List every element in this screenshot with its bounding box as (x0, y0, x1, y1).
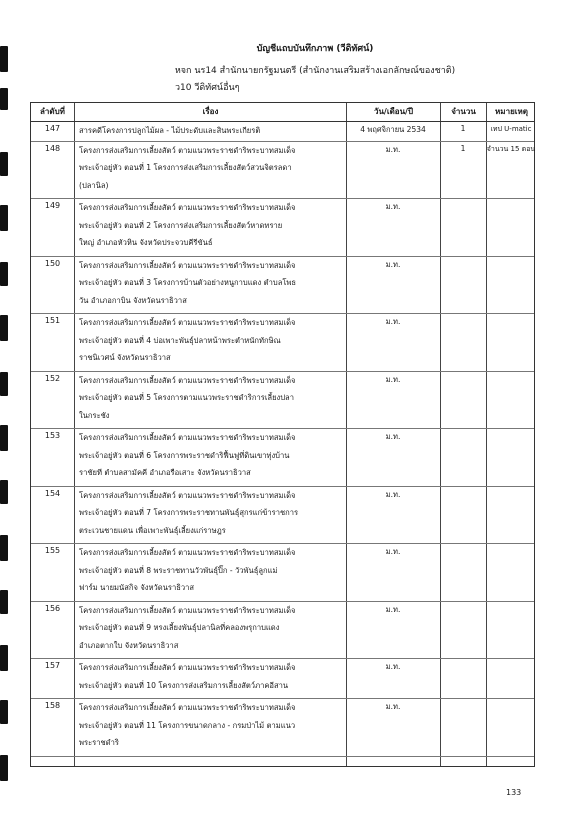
subject-line: ราชนิเวศน์ จังหวัดนราธิวาส (79, 353, 171, 362)
binder-mark (0, 590, 8, 614)
row-quantity: 1 (460, 143, 466, 153)
subject-line: พระเจ้าอยู่หัว ตอนที่ 5 โครงการตามแนวพระราชดำริการเลี้ยงปลา (79, 393, 294, 402)
binder-mark (0, 372, 8, 396)
subject-line: พระเจ้าอยู่หัว ตอนที่ 11 โครงการขนาดกลาง - กรมป่าไม้ ตามแนว (79, 720, 296, 730)
subject-line: โครงการส่งเสริมการเลี้ยงสัตว์ ตามแนวพระราชดำริพระบาทสมเด็จ (79, 605, 296, 615)
row-quantity: 1 (460, 124, 466, 133)
subject-line: พระเจ้าอยู่หัว ตอนที่ 9 หรงเลี้ยงพันธุ์ปลานิลที่คลองพรุกาบแดง (79, 623, 280, 632)
subject-line: โครงการส่งเสริมการเลี้ยงสัตว์ ตามแนวพระราชดำริพระบาทสมเด็จ (79, 145, 296, 155)
row-note: จำนวน 15 ตอน (486, 144, 536, 153)
table-row (31, 602, 534, 660)
row-subject (79, 257, 341, 310)
row-number: 147 (44, 124, 61, 133)
subject-line: โครงการส่งเสริมการเลี้ยงสัตว์ ตามแนวพระราชดำริพระบาทสมเด็จ (79, 433, 296, 442)
row-date: ม.ท. (385, 702, 401, 711)
binder-mark (0, 152, 8, 176)
row-number: 157 (44, 661, 61, 670)
row-date: ม.ท. (385, 374, 401, 384)
table-row (31, 699, 534, 757)
row-number: 150 (44, 258, 61, 268)
binder-mark (0, 262, 8, 286)
table-row (31, 487, 534, 545)
binder-mark (0, 205, 8, 231)
binder-mark (0, 645, 8, 671)
row-date: ม.ท. (385, 662, 401, 671)
subject-line: โครงการส่งเสริมการเลี้ยงสัตว์ ตามแนวพระราชดำริพระบาทสมเด็จ (79, 490, 296, 500)
row-subject (79, 699, 341, 752)
subject-line: โครงการส่งเสริมการเลี้ยงสัตว์ ตามแนวพระราชดำริพระบาทสมเด็จ (79, 663, 296, 672)
subject-line: พระเจ้าอยู่หัว ตอนที่ 6 โครงการพระราชดำริฟื้นฟูที่ดินเขาทุ่งบ้าน (79, 450, 290, 460)
binder-mark (0, 315, 8, 341)
row-subject (79, 544, 341, 597)
subject-line: ใหญ่ อำเภอหัวหิน จังหวัดประจวบคีรีขันธ์ (79, 238, 213, 247)
subject-line: โครงการส่งเสริมการเลี้ยงสัตว์ ตามแนวพระราชดำริพระบาทสมเด็จ (79, 260, 296, 270)
header-subject: เรื่อง (202, 107, 219, 116)
row-number: 156 (44, 603, 61, 613)
row-number: 153 (44, 431, 61, 440)
row-number: 151 (44, 316, 61, 325)
row-date: ม.ท. (385, 604, 401, 614)
row-subject (79, 314, 341, 367)
subject-line: พระเจ้าอยู่หัว ตอนที่ 3 โครงการบ้านตัวอย่างหนูกาบแดง ตำบลโพธ (79, 278, 297, 287)
row-subject (79, 487, 341, 540)
row-note: เทป U-matic (490, 125, 532, 133)
subject-line: ราชัยที ตำบลสามัคคี อำเภอรือเสาะ จังหวัดนราธิวาส (79, 468, 251, 477)
subject-line: โครงการส่งเสริมการเลี้ยงสัตว์ ตามแนวพระราชดำริพระบาทสมเด็จ (79, 203, 296, 212)
row-number: 148 (44, 143, 61, 153)
subject-line: โครงการส่งเสริมการเลี้ยงสัตว์ ตามแนวพระราชดำริพระบาทสมเด็จ (79, 548, 296, 557)
row-subject (79, 659, 341, 694)
row-subject (79, 372, 341, 425)
row-date: ม.ท. (385, 432, 401, 441)
binder-mark (0, 46, 8, 72)
table-row (31, 199, 534, 257)
table-row (31, 257, 534, 315)
binder-mark (0, 480, 8, 504)
table-row (31, 659, 534, 699)
table-row (31, 142, 534, 200)
subject-line: พระเจ้าอยู่หัว ตอนที่ 8 พระราชทานวัวพันธุ์ปิ๊ก - วัวพันธุ์ลูกแม่ (79, 565, 278, 575)
subject-line: อำเภอตากใบ จังหวัดนราธิวาส (79, 640, 179, 650)
binder-mark (0, 535, 8, 561)
header-date: วัน/เดือน/ปี (373, 107, 414, 116)
page-number: 133 (506, 788, 522, 797)
document-title: บัญชีแถบบันทึกภาพ (วีดิทัศน์) (256, 44, 374, 54)
table-row (31, 314, 534, 372)
row-number: 152 (44, 373, 61, 383)
subject-line: พระเจ้าอยู่หัว ตอนที่ 2 โครงการส่งเสริมการเลี้ยงสัตว์หาดทราย (79, 220, 283, 230)
subject-line: (ปลานิล) (79, 180, 109, 190)
subject-line: พระเจ้าอยู่หัว ตอนที่ 7 โครงการพระราชทานพันธุ์สุกรแก่ข้าราชการ (79, 508, 299, 517)
table-row (31, 122, 534, 142)
subject-line: พระเจ้าอยู่หัว ตอนที่ 10 โครงการส่งเสริมการเลี้ยงสัตว์ภาคอีสาน (79, 680, 289, 690)
subject-line: ตระเวนชายแดน เพื่อเพาะพันธุ์เลี้ยงแก่ราษฎร (79, 525, 226, 535)
binder-mark (0, 700, 8, 724)
binder-mark (0, 425, 8, 451)
subject-line: โครงการส่งเสริมการเลี้ยงสัตว์ ตามแนวพระราชดำริพระบาทสมเด็จ (79, 375, 296, 385)
row-number: 154 (44, 488, 61, 498)
row-date: 4 พฤศจิกายน 2534 (360, 125, 426, 134)
row-date: ม.ท. (385, 547, 401, 556)
header-note: หมายเหตุ (495, 107, 528, 116)
row-subject (79, 122, 341, 140)
row-number: 155 (44, 546, 61, 555)
binder-mark (0, 88, 8, 110)
header-no: ลำดับที่ (40, 107, 65, 116)
row-subject (79, 602, 341, 655)
row-date: ม.ท. (385, 317, 401, 326)
row-subject (79, 142, 341, 195)
document-category: ว10 วีดิทัศน์อื่นๆ (175, 83, 240, 93)
table-row (31, 429, 534, 487)
row-number: 158 (44, 701, 61, 710)
row-date: ม.ท. (385, 489, 401, 499)
subject-line: ฟาร์ม นายมนัสกิจ จังหวัดนราธิวาส (79, 583, 195, 592)
binder-mark (0, 755, 8, 781)
subject-line: พระเจ้าอยู่หัว ตอนที่ 1 โครงการส่งเสริมการเลี้ยงสัตว์สวนจิตรลดา (79, 163, 292, 172)
records-table (30, 102, 535, 767)
document-subtitle: หจก นร14 สำนักนายกรัฐมนตรี (สำนักงานเสริมสร้างเอกลักษณ์ของชาติ) (174, 66, 456, 76)
subject-line: สารคดีโครงการปลูกไม้ผล - ไม้ประดับและสินพระเกียรติ (79, 126, 261, 135)
subject-line: พระราชดำริ (79, 738, 119, 747)
subject-line: โครงการส่งเสริมการเลี้ยงสัตว์ ตามแนวพระราชดำริพระบาทสมเด็จ (79, 703, 296, 712)
header-qty: จำนวน (451, 107, 476, 116)
table-row (31, 372, 534, 430)
row-number: 149 (44, 201, 61, 210)
row-date: ม.ท. (385, 259, 401, 269)
subject-line: วัน อำเภอกาบิน จังหวัดนราธิวาส (79, 295, 187, 305)
subject-line: ในกระชัง (79, 410, 110, 420)
row-date: ม.ท. (385, 202, 401, 211)
table-row (31, 544, 534, 602)
row-subject (79, 429, 341, 482)
subject-line: โครงการส่งเสริมการเลี้ยงสัตว์ ตามแนวพระราชดำริพระบาทสมเด็จ (79, 318, 296, 327)
subject-line: พระเจ้าอยู่หัว ตอนที่ 4 บ่อเพาะพันธุ์ปลาหน้าพระตำหนักทักษิณ (79, 335, 281, 345)
row-divider (31, 756, 534, 757)
row-date: ม.ท. (385, 144, 401, 154)
row-subject (79, 199, 341, 252)
